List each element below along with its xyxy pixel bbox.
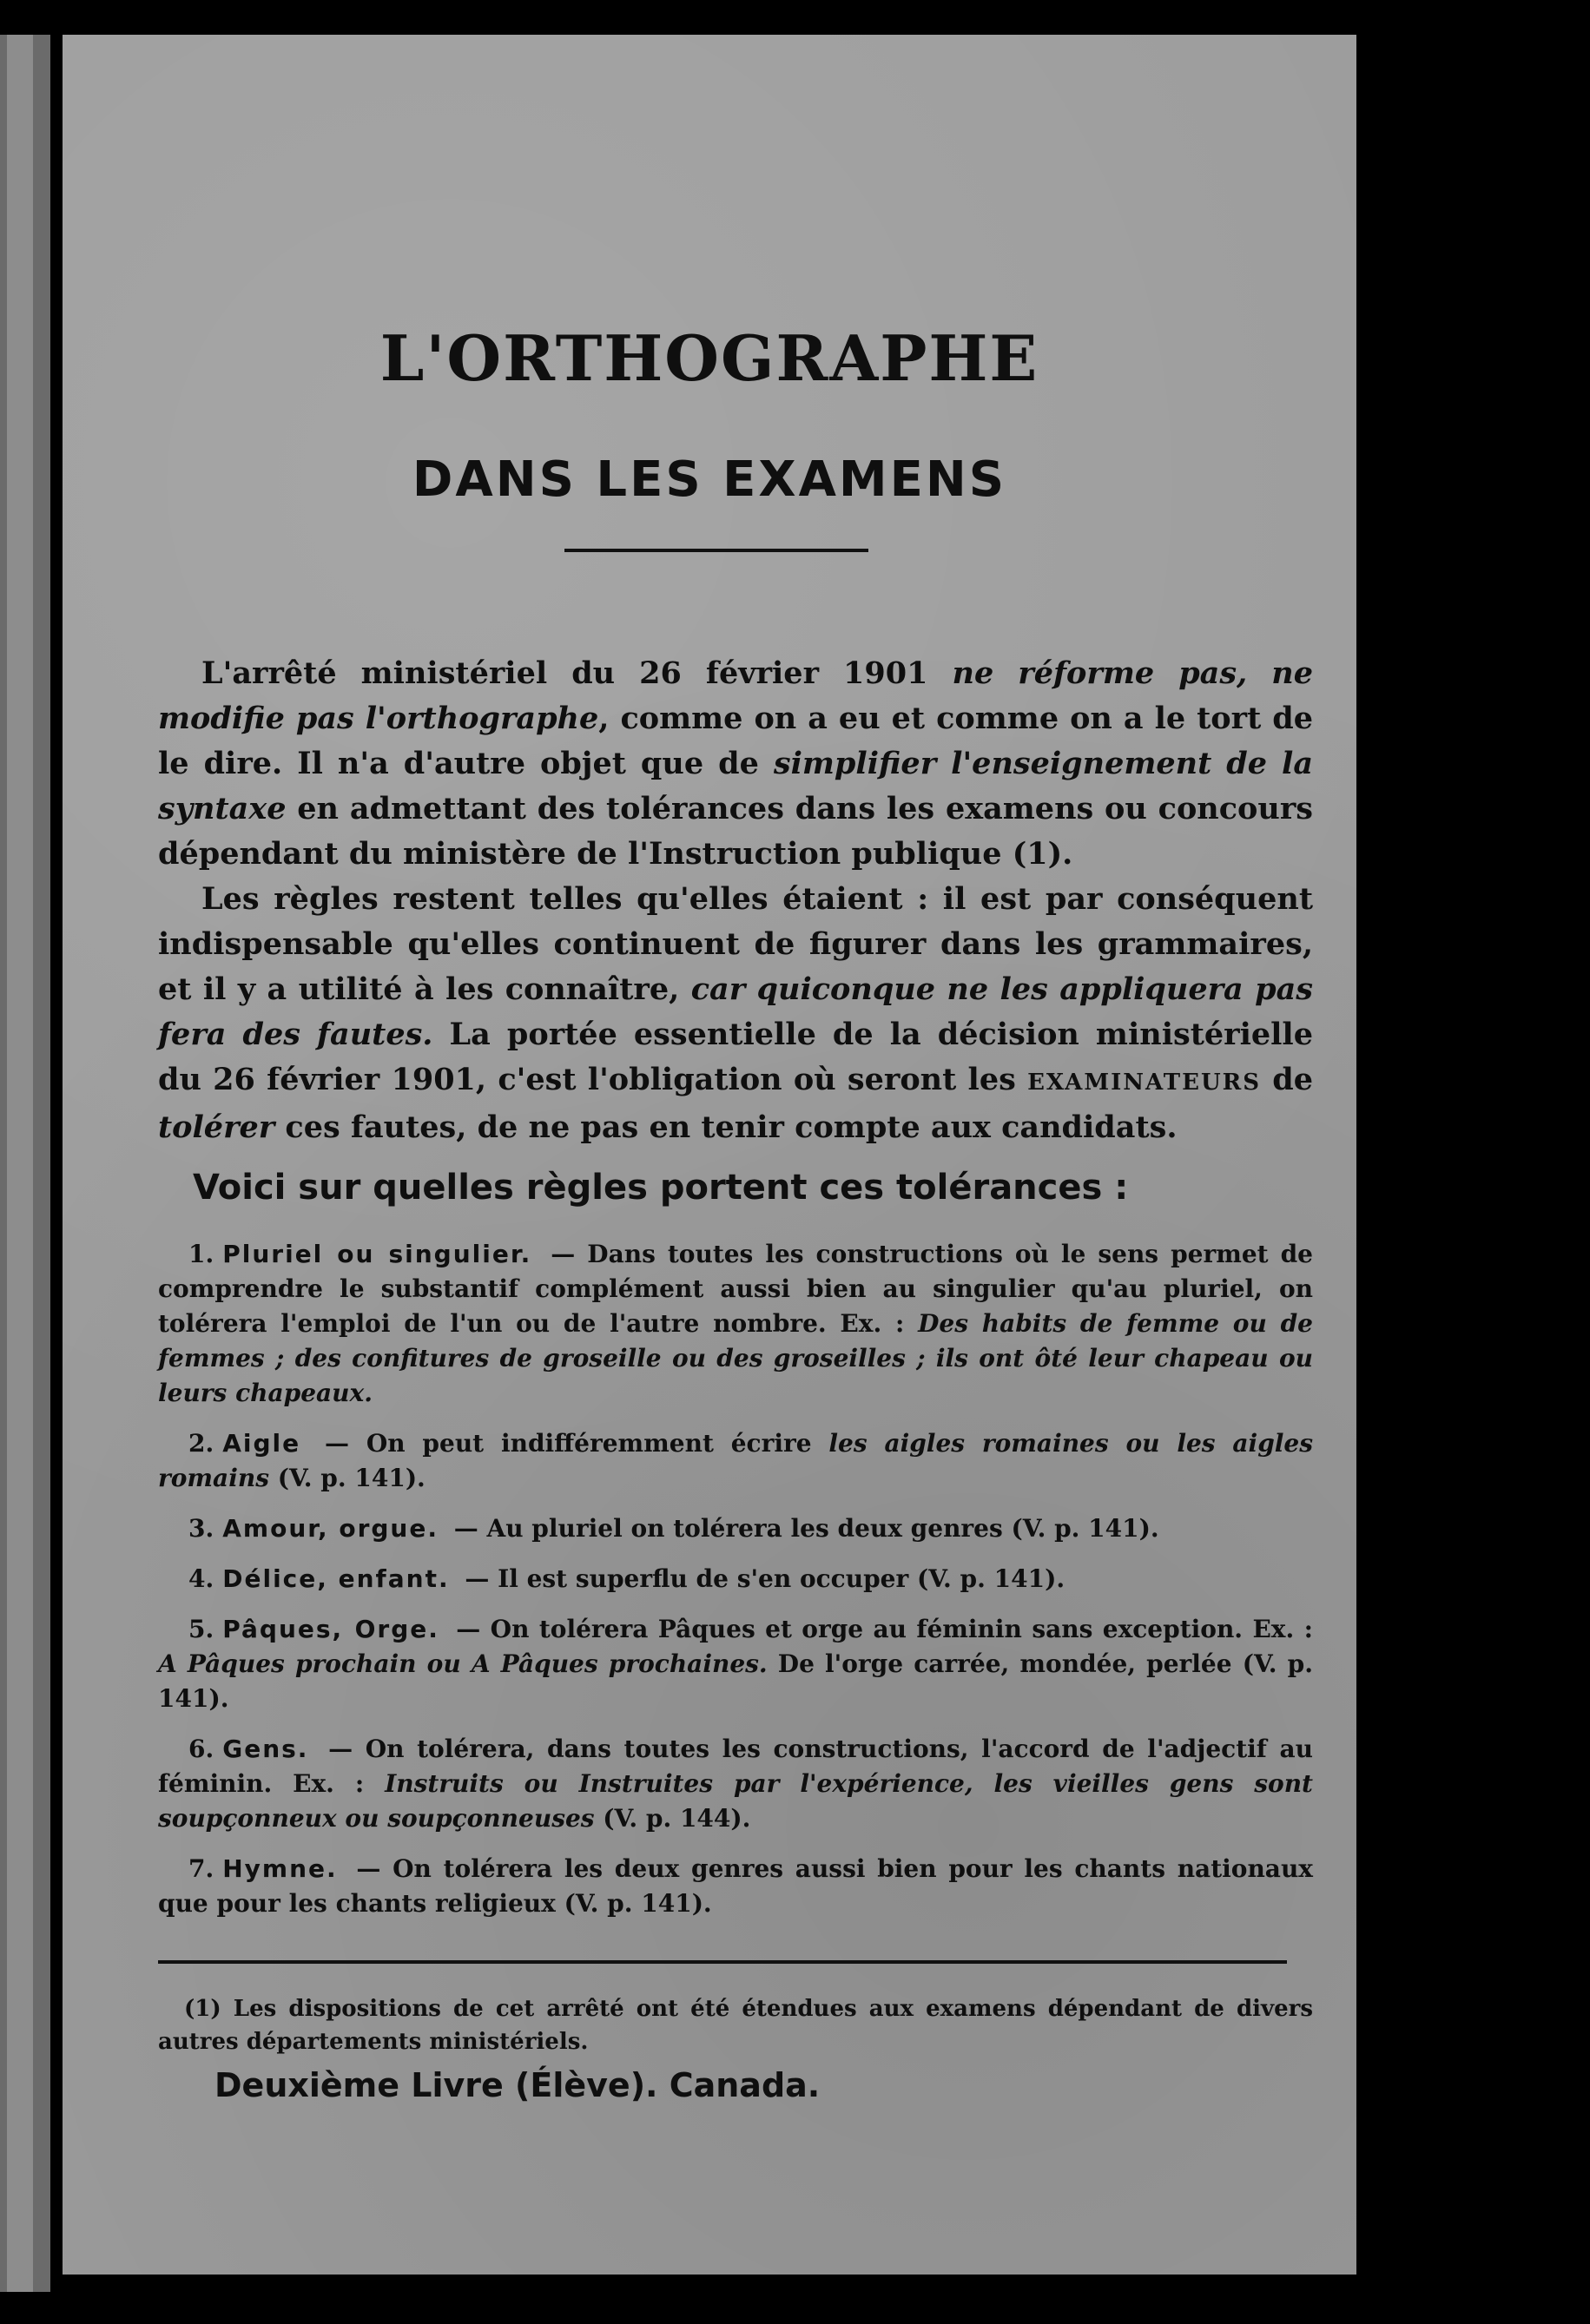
p2-text-c: La portée essentielle de la décision ministérielle du 26 février 1901, c'est l'obligation où seront les <box>158 1017 1313 1097</box>
p1-emphasis-d: simplifier l'enseignement de la syntaxe <box>158 746 1314 826</box>
document-page <box>63 35 1356 2275</box>
p2-text-a: Les règles restent telles qu'elles étaient : il est par conséquent indispensable qu'elles continuent de figurer dans les grammaires, et il y a utilité à les connaître, <box>158 881 1313 1007</box>
rule-number: 2. <box>188 1429 214 1458</box>
rule-example: Des habits de femme ou de femmes ; des confitures de groseille ou des groseilles ; ils ont ôté leur chapeau ou leurs chapeaux. <box>158 1309 1313 1407</box>
rule-item <box>158 1732 1313 1836</box>
page-subtitle: DANS LES EXAMENS <box>412 451 1007 508</box>
p1-text-g: dans les examens ou concours dépendant du ministère de l'Instruction publique (1). <box>158 791 1313 872</box>
rules-heading: Voici sur quelles règles portent ces tolérances : <box>193 1168 1129 1208</box>
left-page-edge <box>0 35 50 2292</box>
rule-text: — On tolérera les deux genres aussi bien pour les chants nationaux que pour les chants religieux (V. p. 141). <box>158 1854 1313 1918</box>
footnote: (1) Les dispositions de cet arrêté ont été étendues aux examens dépendant de divers autres départements ministériels. <box>158 1996 1313 2055</box>
p2-text-g: ces fautes, de ne pas en tenir compte aux candidats. <box>274 1109 1178 1145</box>
rule-number: 7. <box>188 1854 214 1883</box>
rule-item <box>158 1612 1313 1716</box>
paragraph-1 <box>158 651 1313 877</box>
rule-number: 1. <box>188 1240 214 1268</box>
rule-item <box>158 1852 1313 1921</box>
rule-item <box>158 1511 1313 1546</box>
rule-text: — Il est superflu de s'en occuper (V. p. 141). <box>456 1564 1065 1593</box>
rule-text: — On tolérera, dans toutes les constructions, l'accord de l'adjectif au féminin. Ex. : <box>158 1735 1313 1798</box>
rule-number: 4. <box>188 1564 214 1593</box>
rules-list <box>158 1237 1313 1937</box>
rule-text: — Dans toutes les constructions où le sens permet de comprendre le substantif complément aussi bien au singulier qu'au pluriel, on tolérera l'emploi de l'un ou de l'autre nombre. Ex. : <box>158 1240 1313 1338</box>
rule-item <box>158 1426 1313 1496</box>
rule-item <box>158 1237 1313 1411</box>
rule-term: Hymne. <box>222 1854 338 1883</box>
rule-text-end: (V. p. 141). <box>268 1464 426 1492</box>
p1-text-e: en admettant des <box>286 791 606 826</box>
p2-smallcaps-d: EXAMINATEURS <box>1027 1070 1261 1096</box>
paragraph-2 <box>158 877 1313 1150</box>
rule-term: Délice, enfant. <box>222 1564 450 1593</box>
rule-example: les aigles romaines ou les aigles romains <box>158 1429 1313 1492</box>
rule-term: Gens. <box>222 1735 309 1763</box>
p1-text-a: L'arrêté ministériel du 26 février 1901 <box>201 655 953 691</box>
rule-term: Aigle <box>222 1429 301 1458</box>
rule-text: — On tolérera Pâques et orge au féminin sans exception. Ex. : <box>445 1615 1313 1643</box>
rule-example: A Pâques prochain ou A Pâques prochaines. <box>158 1649 768 1678</box>
rule-item <box>158 1562 1313 1597</box>
p1-text-c: , comme on a eu et comme on a le tort de le dire. Il n'a d'autre objet que de <box>158 701 1313 781</box>
p2-emphasis-f: tolérer <box>158 1109 275 1145</box>
rule-example: Instruits ou Instruites par l'expérience, les vieilles gens sont soupçonneux ou soupçonneuses <box>158 1769 1313 1833</box>
rule-number: 6. <box>188 1735 214 1763</box>
rule-text: — Au pluriel on tolérera les deux genres (V. p. 141). <box>445 1514 1159 1543</box>
footnote-divider <box>158 1960 1287 1964</box>
book-title: Deuxième Livre (Élève). Canada. <box>214 2066 821 2104</box>
rule-number: 3. <box>188 1514 214 1543</box>
rule-text: — On peut indifféremment écrire <box>307 1429 829 1458</box>
p2-text-e: de <box>1261 1062 1313 1097</box>
page-title: L'ORTHOGRAPHE <box>379 321 1039 395</box>
rule-term: Pâques, Orge. <box>222 1615 439 1643</box>
left-page-edge-inner <box>7 35 33 2292</box>
p1-emphasis-b: ne réforme pas, ne modifie pas l'orthographe <box>158 655 1313 736</box>
rule-text-end: (V. p. 144). <box>594 1804 751 1833</box>
rule-text-end: De l'orge carrée, mondée, perlée (V. p. 141). <box>158 1649 1313 1713</box>
rule-term: Pluriel ou singulier. <box>222 1240 532 1268</box>
p1-strong-f: tolérances <box>605 791 784 826</box>
p2-emphasis-b: car quiconque ne les appliquera pas fera des fautes. <box>158 971 1313 1052</box>
rule-term: Amour, orgue. <box>222 1514 439 1543</box>
rule-number: 5. <box>188 1615 214 1643</box>
body-text <box>158 651 1313 1150</box>
title-divider <box>564 549 868 552</box>
